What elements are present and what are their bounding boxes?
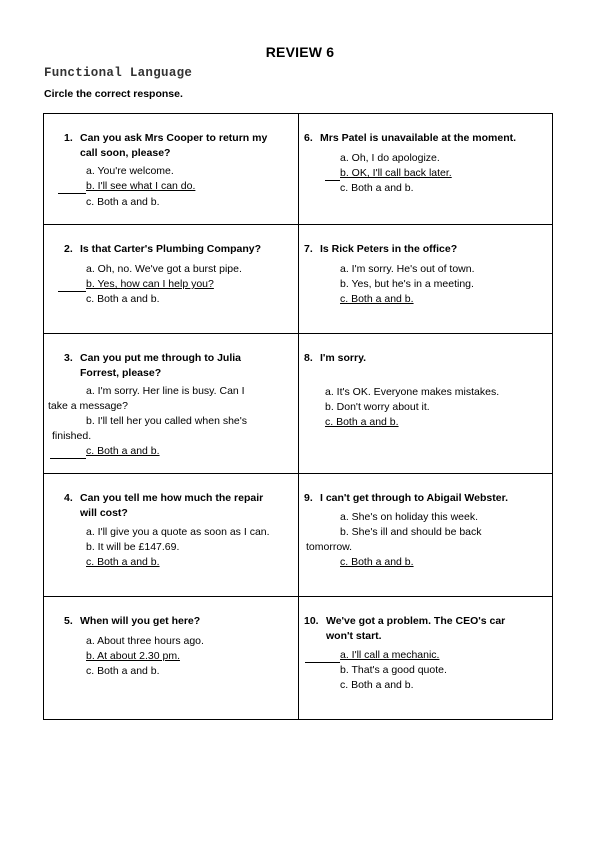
- option-b-continued[interactable]: finished.: [52, 430, 92, 442]
- option-a[interactable]: a. I'm sorry. He's out of town.: [340, 263, 475, 275]
- item-6: [299, 114, 553, 224]
- item-number: 7.: [304, 243, 313, 255]
- item-4: [44, 474, 298, 596]
- answer-underline: [58, 193, 86, 194]
- item-number: 10.: [304, 615, 319, 627]
- item-9: [299, 474, 553, 596]
- option-a[interactable]: a. Oh, no. We've got a burst pipe.: [86, 263, 242, 275]
- question-text: Can you tell me how much the repair: [80, 492, 264, 504]
- option-b[interactable]: b. Don't worry about it.: [325, 401, 430, 413]
- option-b[interactable]: b. OK, I'll call back later.: [340, 167, 452, 179]
- option-a[interactable]: a. It's OK. Everyone makes mistakes.: [325, 386, 500, 398]
- option-c[interactable]: c. Both a and b.: [86, 293, 160, 305]
- item-2: [44, 225, 298, 333]
- option-b[interactable]: b. I'll see what I can do.: [86, 180, 196, 192]
- question-text: Is Rick Peters in the office?: [320, 243, 458, 255]
- question-text: Mrs Patel is unavailable at the moment.: [320, 132, 517, 144]
- option-b[interactable]: b. It will be £147.69.: [86, 541, 180, 553]
- question-text: We've got a problem. The CEO's car: [326, 615, 506, 627]
- option-c[interactable]: c. Both a and b.: [86, 445, 160, 457]
- option-c[interactable]: c. Both a and b.: [86, 665, 160, 677]
- item-number: 8.: [304, 352, 313, 364]
- item-number: 9.: [304, 492, 313, 504]
- option-a[interactable]: a. I'll call a mechanic.: [340, 649, 440, 661]
- option-a[interactable]: a. Oh, I do apologize.: [340, 152, 440, 164]
- item-5: [44, 597, 298, 719]
- option-a-continued[interactable]: take a message?: [48, 400, 128, 412]
- option-b[interactable]: b. She's ill and should be back: [340, 526, 482, 538]
- exercise-grid: [43, 113, 553, 720]
- answer-underline: [325, 180, 340, 181]
- option-c[interactable]: c. Both a and b.: [340, 679, 414, 691]
- question-text: When will you get here?: [80, 615, 201, 627]
- question-text: call soon, please?: [80, 147, 171, 159]
- option-b[interactable]: b. I'll tell her you called when she's: [86, 415, 248, 427]
- option-b[interactable]: b. Yes, but he's in a meeting.: [340, 278, 474, 290]
- option-a[interactable]: a. About three hours ago.: [86, 635, 204, 647]
- item-number: 6.: [304, 132, 313, 144]
- question-text: I can't get through to Abigail Webster.: [320, 492, 509, 504]
- item-10: [299, 597, 553, 719]
- option-a[interactable]: a. She's on holiday this week.: [340, 511, 479, 523]
- question-text: Can you ask Mrs Cooper to return my: [80, 132, 268, 144]
- page-title: REVIEW 6: [265, 44, 335, 60]
- item-number: 3.: [64, 352, 73, 364]
- item-3: [44, 334, 298, 473]
- option-b[interactable]: b. Yes, how can I help you?: [86, 278, 214, 290]
- section-subtitle: Functional Language: [44, 66, 193, 80]
- option-a[interactable]: a. You're welcome.: [86, 165, 174, 177]
- question-text: will cost?: [80, 507, 128, 519]
- option-a[interactable]: a. I'm sorry. Her line is busy. Can I: [86, 385, 245, 397]
- question-text: Is that Carter's Plumbing Company?: [80, 243, 262, 255]
- option-c[interactable]: c. Both a and b.: [340, 556, 414, 568]
- answer-underline: [50, 458, 86, 459]
- question-text: won't start.: [326, 630, 382, 642]
- question-text: Can you put me through to Julia: [80, 352, 241, 364]
- option-c[interactable]: c. Both a and b.: [325, 416, 399, 428]
- item-number: 5.: [64, 615, 73, 627]
- item-number: 1.: [64, 132, 73, 144]
- answer-underline: [305, 662, 340, 663]
- option-c[interactable]: c. Both a and b.: [340, 182, 414, 194]
- option-b[interactable]: b. That's a good quote.: [340, 664, 447, 676]
- item-7: [299, 225, 553, 333]
- option-c[interactable]: c. Both a and b.: [340, 293, 414, 305]
- instruction-text: Circle the correct response.: [44, 88, 183, 100]
- answer-underline: [58, 291, 86, 292]
- question-text: I'm sorry.: [320, 352, 367, 364]
- item-number: 2.: [64, 243, 73, 255]
- question-text: Forrest, please?: [80, 367, 162, 379]
- option-b[interactable]: b. At about 2.30 pm.: [86, 650, 180, 662]
- option-c[interactable]: c. Both a and b.: [86, 556, 160, 568]
- item-1: [44, 114, 298, 224]
- item-number: 4.: [64, 492, 73, 504]
- item-8: [299, 334, 553, 473]
- option-b-continued[interactable]: tomorrow.: [306, 541, 353, 553]
- option-a[interactable]: a. I'll give you a quote as soon as I can.: [86, 526, 270, 538]
- option-c[interactable]: c. Both a and b.: [86, 196, 160, 208]
